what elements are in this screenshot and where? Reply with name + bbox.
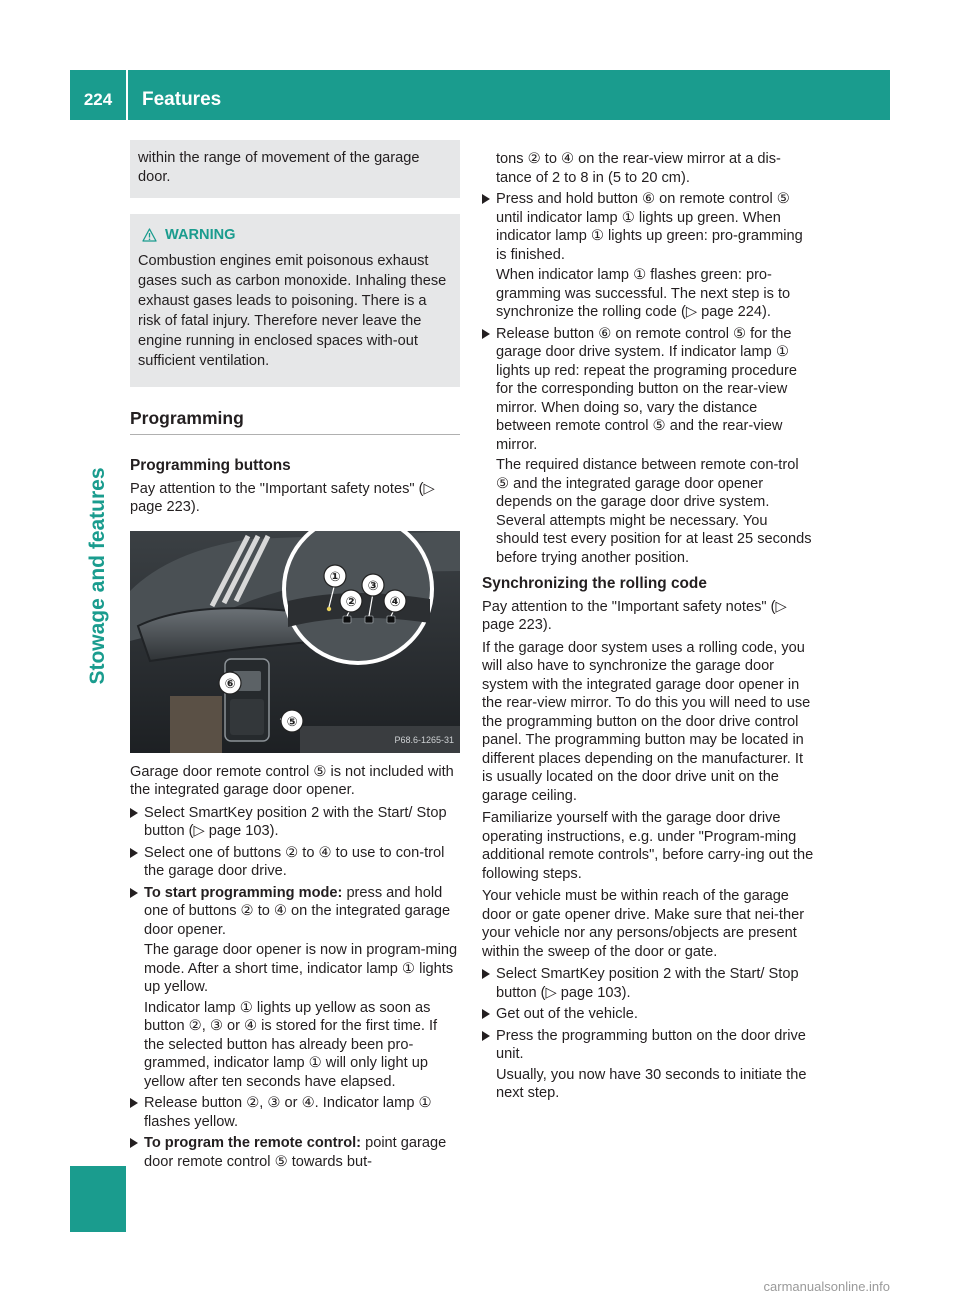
intro-box (130, 140, 460, 198)
rolling-code-para-1: If the garage door system uses a rolling code, you will also have to synchronize the garage door system with the integrated garage door opener in the rear-view mirror. To do this you will need to use the programming button on the door drive control panel. The programming button may be located in different places depending on the manufacturer. It is usually located on the door drive unit on the garage ceiling. (482, 639, 811, 804)
safety-note-right: Pay attention to the "Important safety notes" (▷ page 223). (482, 598, 787, 633)
step-arrow-icon (482, 1031, 490, 1041)
step-select-smartkey-2 (482, 965, 814, 1002)
warning-triangle-icon (142, 228, 157, 242)
warning-title (142, 226, 452, 245)
step-text: tons ② to ④ on the rear-view mirror at a dis-tance of 2 to 8 in (5 to 20 cm). (496, 151, 781, 186)
warning-box (130, 214, 460, 387)
callout-6: ⑥ (224, 676, 236, 692)
step-text (144, 884, 460, 940)
subsection-title-programming-buttons: Programming buttons (130, 457, 291, 474)
step-start-programming (130, 884, 460, 1092)
step-detail: When indicator lamp ① flashes green: pro-gramming was successful. The next step is to synchronize the rolling code (▷ page 224). (496, 267, 791, 320)
right-column (482, 150, 814, 1106)
callout-2: ② (345, 594, 357, 610)
step-arrow-icon (482, 194, 490, 204)
subsection-title-rolling-code: Synchronizing the rolling code (482, 575, 707, 592)
warning-title-text: WARNING (165, 227, 236, 243)
callout-3: ③ (367, 578, 379, 594)
step-label: To program the remote control: (144, 1135, 362, 1151)
step-label: To start programming mode: (144, 884, 343, 901)
step-text: Release button ⑥ on remote control ⑤ for the garage door drive system. If indicator lamp ① lights up red: repeat the programing procedure for the corresponding button on the rear-view mirror. When doing so, vary the distance between remote control ⑤ and the rear-view mirror. (496, 325, 797, 453)
step-text (144, 1134, 460, 1171)
step-program-remote (130, 1134, 460, 1171)
callout-5: ⑤ (286, 714, 298, 730)
step-press-hold-remote (482, 190, 814, 322)
rolling-code-para-3: Your vehicle must be within reach of the garage door or gate opener drive. Make sure that nei-ther your vehicle nor any persons/objects are present within the sweep of the door or gate. (482, 888, 805, 960)
step-arrow-icon (130, 1098, 138, 1108)
section-title-programming: Programming (130, 387, 460, 436)
intro-text: within the range of movement of the garage door. (138, 150, 420, 185)
side-tab-label: Stowage and features (86, 467, 109, 685)
step-body: point garage door remote control ⑤ towards but- (144, 1135, 447, 1170)
step-text: Get out of the vehicle. (496, 1006, 638, 1022)
step-text: Release button ②, ③ or ④. Indicator lamp ① flashes yellow. (144, 1095, 432, 1130)
step-detail: The garage door opener is now in program-ming mode. After a short time, indicator lamp ① lights up yellow. (144, 942, 458, 995)
mirror-buttons-photo (130, 531, 460, 753)
step-arrow-icon (130, 808, 138, 818)
step-detail: The required distance between remote con-trol ⑤ and the integrated garage door opener depends on the garage door drive system. Several attempts might be necessary. You should test every position for at least 25 seconds before trying another position. (496, 457, 812, 566)
rolling-code-para-2: Familiarize yourself with the garage door drive operating instructions, e.g. under "Program-ming additional remote controls", before carry-ing out the following steps. (482, 810, 814, 882)
step-continuation (482, 150, 814, 187)
step-text: Press and hold button ⑥ on remote control ⑤ until indicator lamp ① lights up green. When indicator lamp ① lights up green: pro-gramming is finished. (496, 191, 803, 263)
mirror-illustration (130, 531, 460, 753)
left-column (130, 140, 460, 1174)
photo-caption: P68.6-1265-31 (394, 735, 454, 745)
step-detail: Usually, you now have 30 seconds to initiate the next step. (496, 1066, 807, 1101)
step-arrow-icon (482, 1009, 490, 1019)
step-text: Select SmartKey position 2 with the Start/ Stop button (▷ page 103). (496, 966, 799, 1001)
step-text: Select SmartKey position 2 with the Start/ Stop button (▷ page 103). (144, 804, 447, 839)
safety-note-left: Pay attention to the "Important safety notes" (▷ page 223). (130, 480, 435, 515)
side-tab (70, 120, 126, 1232)
page-header-bar (70, 70, 890, 120)
step-text: Press the programming button on the door drive unit. (496, 1027, 806, 1062)
page-number: 224 (83, 90, 113, 109)
step-press-programming-button (482, 1027, 814, 1103)
footer-watermark: carmanualsonline.info (763, 1279, 890, 1294)
warning-text: Combustion engines emit poisonous exhaust gases such as carbon monoxide. Inhaling these exhaust gases leads to poisoning. There is a risk of fatal injury. Therefore never leave the engine running in enclosed spaces with-out sufficient ventilation. (138, 252, 447, 369)
callout-1: ① (329, 569, 341, 585)
side-tab-marker (70, 1166, 126, 1232)
step-text: Select one of buttons ② to ④ to use to con-trol the garage door drive. (144, 844, 445, 879)
step-get-out (482, 1005, 814, 1024)
step-select-button (130, 844, 460, 881)
callout-4: ④ (389, 594, 401, 610)
chapter-title: Features (142, 89, 222, 110)
step-arrow-icon (482, 329, 490, 339)
step-arrow-icon (130, 888, 138, 898)
step-arrow-icon (482, 969, 490, 979)
step-release-remote-button (482, 325, 814, 568)
step-detail: Indicator lamp ① lights up yellow as soon as button ②, ③ or ④ is stored for the first time. If the selected button has already been pro-grammed, indicator lamp ① will only light up yellow after ten seconds have elapsed. (144, 999, 438, 1090)
after-image-text: Garage door remote control ⑤ is not included with the integrated garage door opener. (130, 763, 454, 798)
header-divider (126, 70, 128, 120)
step-body: press and hold one of buttons ② to ④ on the integrated garage door opener. (144, 884, 451, 938)
step-arrow-icon (130, 848, 138, 858)
step-release-button (130, 1094, 460, 1131)
step-select-smartkey (130, 804, 460, 841)
step-arrow-icon (130, 1138, 138, 1148)
